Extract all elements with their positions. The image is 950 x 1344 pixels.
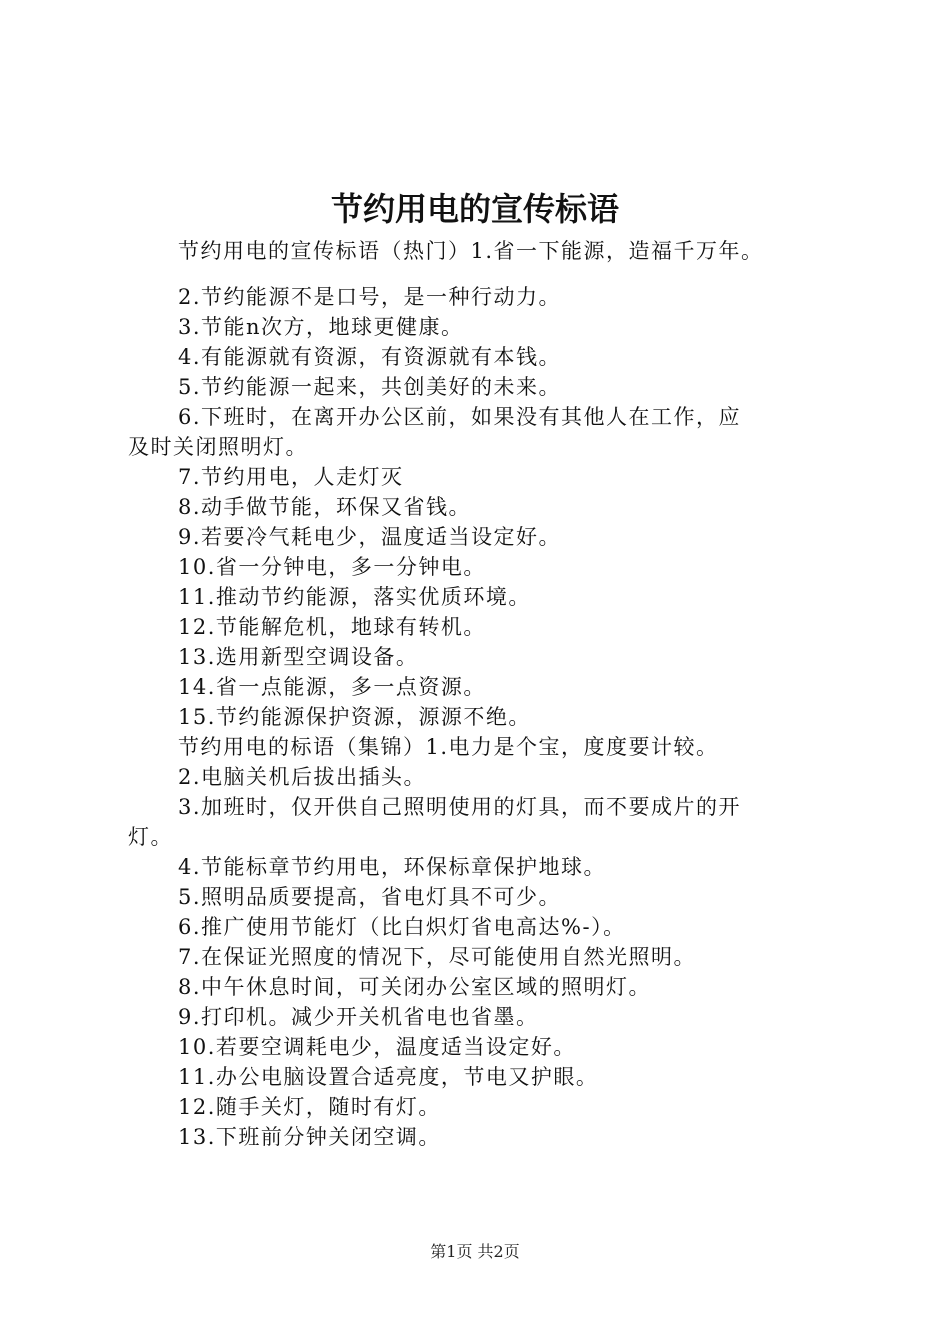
- paragraph-line: 3.加班时，仅开供自己照明使用的灯具，而不要成片的开: [178, 795, 742, 819]
- paragraph-line: 13.选用新型空调设备。: [178, 645, 419, 669]
- page-number: 第1页 共2页: [430, 1242, 520, 1261]
- paragraph-line-continued: 及时关闭照明灯。: [128, 435, 308, 459]
- paragraph-line: 4.有能源就有资源，有资源就有本钱。: [178, 345, 562, 369]
- paragraph-line: 2.节约能源不是口号，是一种行动力。: [178, 285, 562, 309]
- paragraph-line: 14.省一点能源，多一点资源。: [178, 675, 486, 699]
- paragraph-line: 5.节约能源一起来，共创美好的未来。: [178, 375, 562, 399]
- paragraph-line: 13.下班前分钟关闭空调。: [178, 1125, 441, 1149]
- document-body: [128, 236, 838, 1152]
- paragraph-line: 11.推动节约能源，落实优质环境。: [178, 585, 531, 609]
- paragraph-line: 3.节能n次方，地球更健康。: [178, 315, 464, 339]
- paragraph-line: 8.中午休息时间，可关闭办公室区域的照明灯。: [178, 975, 652, 999]
- paragraph-line: 2.电脑关机后拔出插头。: [178, 765, 427, 789]
- paragraph-line: 节约用电的标语（集锦）1.电力是个宝，度度要计较。: [178, 735, 719, 759]
- paragraph-line: 4.节能标章节约用电，环保标章保护地球。: [178, 855, 607, 879]
- paragraph-line: 9.打印机。减少开关机省电也省墨。: [178, 1005, 539, 1029]
- paragraph-line: 6.推广使用节能灯（比白炽灯省电高达%-）。: [178, 915, 626, 939]
- paragraph-line: 10.省一分钟电，多一分钟电。: [178, 555, 486, 579]
- paragraph-line: 8.动手做节能，环保又省钱。: [178, 495, 472, 519]
- paragraph-line: 7.节约用电，人走灯灭: [178, 465, 404, 489]
- paragraph-line: 7.在保证光照度的情况下，尽可能使用自然光照明。: [178, 945, 697, 969]
- paragraph-line: 11.办公电脑设置合适亮度，节电又护眼。: [178, 1065, 599, 1089]
- paragraph-line: 节约用电的宣传标语（热门）1.省一下能源，造福千万年。: [178, 239, 764, 263]
- paragraph-line: 15.节约能源保护资源，源源不绝。: [178, 705, 531, 729]
- paragraph-line: 6.下班时，在离开办公区前，如果没有其他人在工作，应: [178, 405, 742, 429]
- paragraph-line-continued: 灯。: [128, 825, 173, 849]
- document-title: 节约用电的宣传标语: [330, 190, 619, 228]
- paragraph-line: 5.照明品质要提高，省电灯具不可少。: [178, 885, 562, 909]
- paragraph-line: 12.节能解危机，地球有转机。: [178, 615, 486, 639]
- paragraph-line: 9.若要冷气耗电少，温度适当设定好。: [178, 525, 562, 549]
- paragraph-line: 10.若要空调耗电少，温度适当设定好。: [178, 1035, 576, 1059]
- page-footer: [0, 1240, 950, 1264]
- paragraph-line: 12.随手关灯，随时有灯。: [178, 1095, 441, 1119]
